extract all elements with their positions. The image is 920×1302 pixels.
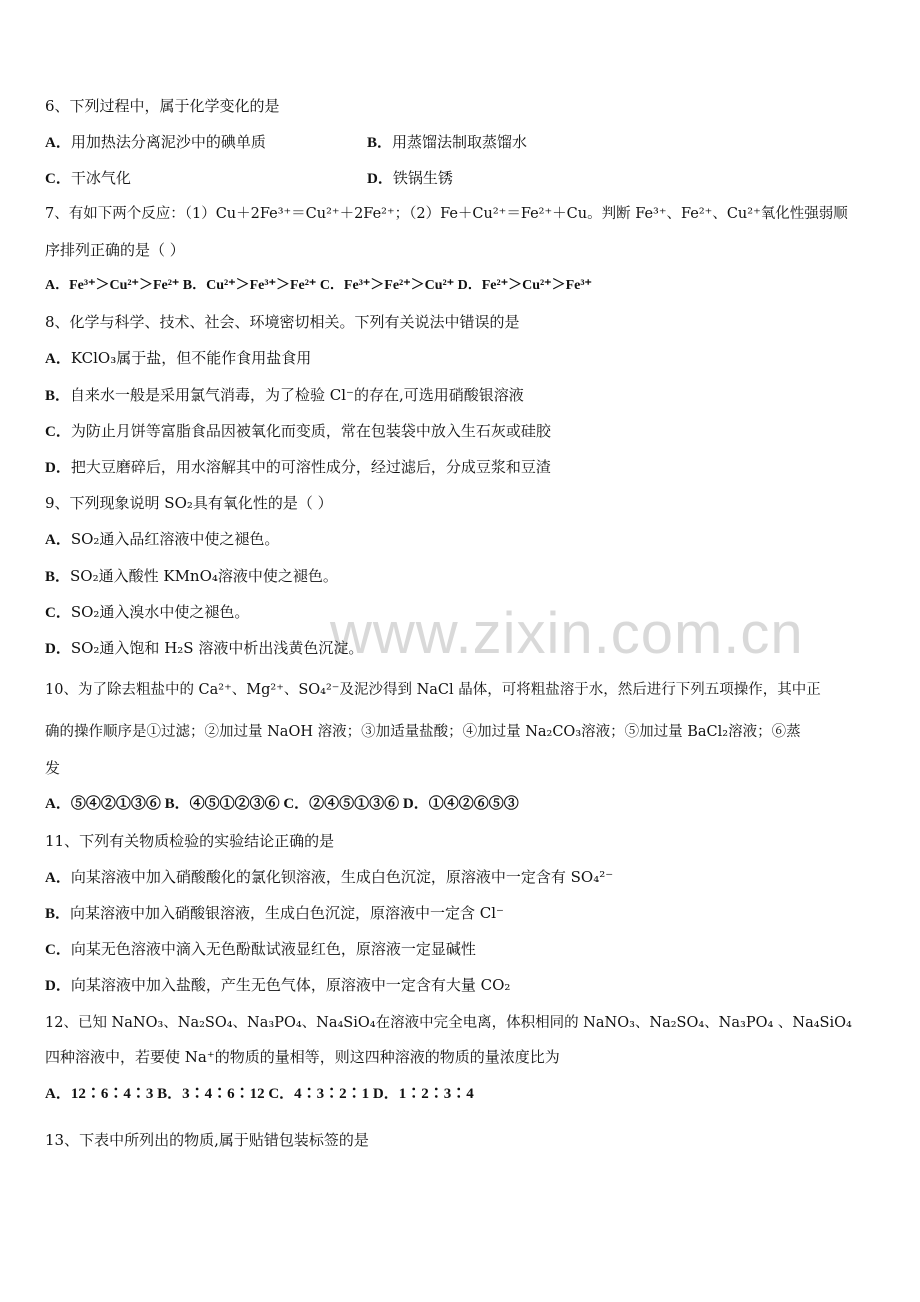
option-text: SO₂通入饱和 H₂S 溶液中析出浅黄色沉淀。	[70, 639, 364, 657]
option-text: 干冰气化	[70, 169, 131, 187]
option-text: KClO₃属于盐，但不能作食用盐食用	[70, 349, 312, 367]
option-label: A．	[45, 135, 71, 151]
option-label: B．	[367, 135, 393, 151]
q10-stem-line2: 确的操作顺序是①过滤；②加过量 NaOH 溶液；③加适量盐酸；④加过量 Na₂CO₃溶液；⑤加过量 BaCl₂溶液；⑥蒸	[45, 724, 801, 740]
q7-options: A．Fe³⁺＞Cu²⁺＞Fe²⁺ B．Cu²⁺＞Fe³⁺＞Fe²⁺ C．Fe³⁺＞Fe²⁺＞Cu²⁺ D．Fe²⁺＞Cu²⁺＞Fe³⁺	[45, 278, 592, 293]
option-label: A．	[45, 532, 71, 548]
q10-stem-line1: 10、为了除去粗盐中的 Ca²⁺、Mg²⁺、SO₄²⁻及泥沙得到 NaCl 晶体，可将粗盐溶于水，然后进行下列五项操作，其中正	[45, 682, 821, 698]
q11-option-c	[45, 938, 476, 961]
q8-option-b	[45, 384, 524, 407]
option-label: A．	[45, 351, 71, 367]
q6-option-b	[367, 131, 527, 154]
q6-option-d	[367, 167, 453, 190]
option-text: 铁锅生锈	[392, 169, 453, 187]
option-label: D．	[45, 978, 71, 994]
option-text: 用蒸馏法制取蒸馏水	[392, 133, 528, 151]
q6-option-a	[45, 131, 266, 154]
option-label: A．	[45, 870, 71, 886]
q11-option-b	[45, 902, 504, 925]
option-label: D．	[45, 460, 71, 476]
q9-option-d	[45, 637, 363, 660]
option-text: 向某溶液中加入盐酸，产生无色气体，原溶液中一定含有大量 CO₂	[70, 976, 511, 994]
option-text: 为防止月饼等富脂食品因被氧化而变质，常在包装袋中放入生石灰或硅胶	[70, 422, 551, 440]
q12-options: A．12∶6∶4∶3 B．3∶4∶6∶12 C．4∶3∶2∶1 D．1∶2∶3∶4	[45, 1086, 474, 1102]
option-label: C．	[45, 424, 71, 440]
option-text: SO₂通入溴水中使之褪色。	[70, 603, 250, 621]
watermark: www.zixin.com.cn	[330, 601, 804, 666]
q11-stem: 11、下列有关物质检验的实验结论正确的是	[45, 832, 335, 850]
option-label: C．	[45, 942, 71, 958]
option-text: 自来水一般是采用氯气消毒，为了检验 Cl⁻的存在,可选用硝酸银溶液	[70, 386, 524, 404]
option-label: B．	[45, 388, 71, 404]
option-label: D．	[45, 641, 71, 657]
q9-option-c	[45, 601, 249, 624]
q10-options: A．⑤④②①③⑥ B．④⑤①②③⑥ C．②④⑤①③⑥ D．①④②⑥⑤③	[45, 796, 519, 812]
q9-option-a	[45, 528, 279, 551]
q9-stem: 9、下列现象说明 SO₂具有氧化性的是（ ）	[45, 494, 333, 512]
option-label: D．	[367, 171, 393, 187]
option-text: 向某溶液中加入硝酸银溶液，生成白色沉淀，原溶液中一定含 Cl⁻	[70, 904, 504, 922]
option-text: SO₂通入酸性 KMnO₄溶液中使之褪色。	[70, 567, 338, 585]
q10-stem-line3: 发	[45, 759, 61, 777]
option-text: 向某无色溶液中滴入无色酚酞试液显红色，原溶液一定显碱性	[70, 940, 476, 958]
q8-option-c	[45, 420, 551, 443]
option-label: B．	[45, 906, 71, 922]
option-label: B．	[45, 569, 71, 585]
q6-stem: 6、下列过程中，属于化学变化的是	[45, 97, 280, 115]
q8-stem: 8、化学与科学、技术、社会、环境密切相关。下列有关说法中错误的是	[45, 313, 520, 331]
q12-stem-line2: 四种溶液中，若要使 Na⁺的物质的量相等，则这四种溶液的物质的量浓度比为	[45, 1048, 560, 1066]
q6-option-c	[45, 167, 131, 190]
q8-option-d	[45, 456, 551, 479]
option-text: 用加热法分离泥沙中的碘单质	[70, 133, 266, 151]
q12-stem-line1: 12、已知 NaNO₃、Na₂SO₄、Na₃PO₄、Na₄SiO₄在溶液中完全电离，体积相同的 NaNO₃、Na₂SO₄、Na₃PO₄ 、Na₄SiO₄	[45, 1015, 852, 1031]
option-text: SO₂通入品红溶液中使之褪色。	[70, 530, 280, 548]
q9-option-b	[45, 565, 338, 588]
option-text: 把大豆磨碎后，用水溶解其中的可溶性成分，经过滤后，分成豆浆和豆渣	[70, 458, 551, 476]
option-text: 向某溶液中加入硝酸酸化的氯化钡溶液，生成白色沉淀，原溶液中一定含有 SO₄²⁻	[70, 868, 614, 886]
option-label: C．	[45, 171, 71, 187]
q11-option-a	[45, 866, 613, 889]
q7-stem-line2: 序排列正确的是（ ）	[45, 241, 185, 259]
q7-stem-line1: 7、有如下两个反应：（1）Cu＋2Fe³⁺＝Cu²⁺＋2Fe²⁺；（2）Fe＋Cu²⁺＝Fe²⁺＋Cu。判断 Fe³⁺、Fe²⁺、Cu²⁺氧化性强弱顺	[45, 206, 848, 222]
q13-stem: 13、下表中所列出的物质,属于贴错包装标签的是	[45, 1131, 369, 1149]
option-label: C．	[45, 605, 71, 621]
q11-option-d	[45, 974, 510, 997]
q8-option-a	[45, 347, 311, 370]
